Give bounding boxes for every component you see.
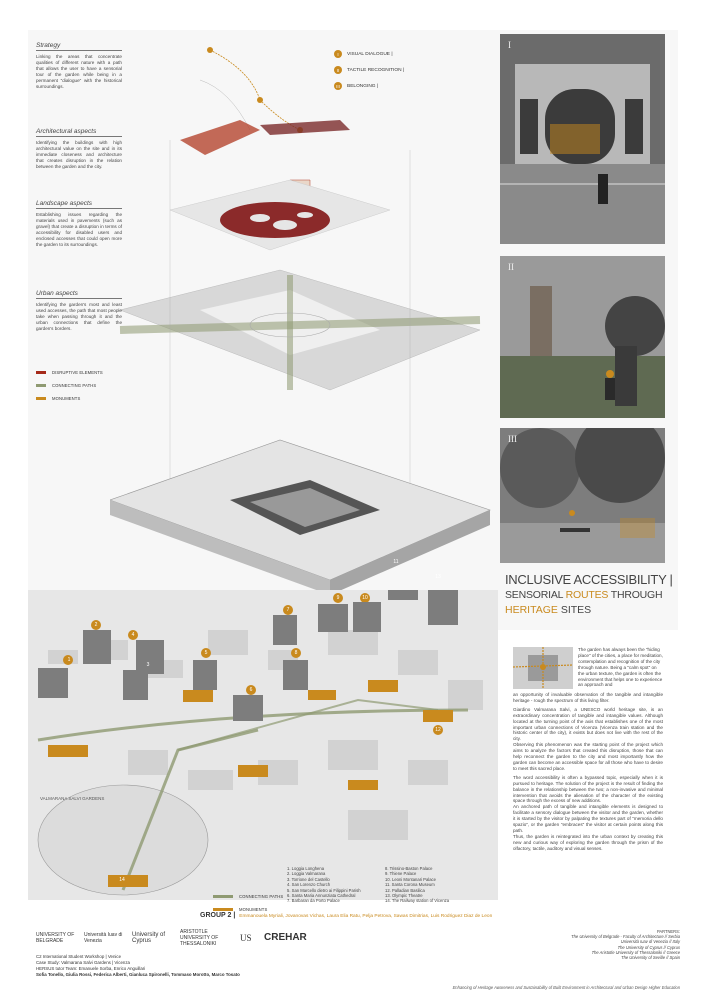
- step-label: TACTILE RECOGNITION |: [347, 67, 405, 73]
- photo-number: III: [508, 434, 517, 444]
- layer-legend: [36, 366, 126, 405]
- credits: [36, 954, 336, 978]
- strategy-section: [36, 42, 122, 90]
- monument-item: 6. Santa Maria Annunziata Cathedral: [287, 893, 356, 899]
- step-label: VISUAL DIALOGUE |: [347, 51, 393, 57]
- section-title: Architectural aspects: [36, 128, 122, 137]
- paragraph: An anchored path of tangible and intangible elements is designed to facilitate a sensory dialogue between the visitor and the garden, whether it is started by the visitor by palpating the textures part of "memoria dello spazio", or the garden "embraces" the visitor at certain points along this path.: [513, 804, 663, 833]
- legend-item: [213, 890, 293, 903]
- section-text: Identifying the buildings with high architectural value on the site and in its immediate closeness and architecture that creates disruption in the relation between the garden and the city.: [36, 140, 122, 169]
- map-number: 5: [204, 650, 208, 656]
- map-number: 4: [131, 632, 135, 638]
- legend-label: CONNECTING PATHS: [52, 383, 97, 388]
- step-label: BELONGING |: [347, 83, 379, 89]
- credit-line: C2 International Student Workshop | Venice: [36, 954, 122, 959]
- step-number: II: [334, 66, 342, 74]
- legend-swatch-green: [213, 895, 233, 898]
- monument-item: 13. Olympic Theatre: [385, 893, 423, 899]
- monument-item: 3. Torrione del Castello: [287, 876, 330, 882]
- logo-thessaloniki: ARISTOTLE UNIVERSITY OF THESSALONIKI: [180, 929, 219, 947]
- intro-diagram: [513, 647, 573, 689]
- title-line-3: [505, 604, 680, 616]
- intro-text: The garden has always been the "hiding place" of the cities, a place for meditation, contemplation and recognition of the city through nature. Being a "calm spot" on the urban texture, the garden is often the environment that helps one to experience an approach and: [578, 647, 663, 688]
- photo-number: I: [508, 40, 511, 50]
- legend-item: [36, 379, 126, 392]
- monument-item: 12. Palladian Basilica: [385, 887, 425, 893]
- map-number: 8: [294, 650, 298, 656]
- monument-item: 2. Loggia Valmarana: [287, 871, 326, 877]
- legend-item: [36, 392, 126, 405]
- monument-item: 9. Thiene Palace: [385, 871, 417, 877]
- paragraph: an opportunity of invaluable observation of the tangible and intangible heritage - rough the spectrum of this living filter.: [513, 692, 663, 703]
- logo-strip: [36, 925, 436, 951]
- logo-seville: US: [240, 933, 252, 943]
- section-title: Landscape aspects: [36, 200, 122, 209]
- section-text: Linking the areas that concentrate qualities of different nature with a path that allows the user to have a sensorial tour of the garden while being in a permanent "dialogue" with the historical surroundings.: [36, 54, 122, 89]
- footer-tagline: Enhancing of Heritage Awareness and Sustainability of Built Environment in Architectural and Urban Design Higher Education: [452, 985, 680, 990]
- map-number: 2: [94, 622, 98, 628]
- map-number: 1: [67, 657, 71, 663]
- map-number: 3: [146, 662, 150, 668]
- step-number: III: [334, 82, 342, 90]
- architectural-section: [36, 128, 122, 170]
- partner-line: The Aristotle University of Thessaloniki // Greece: [591, 949, 680, 955]
- title-accent: ROUTES: [565, 589, 609, 601]
- step-number: I: [334, 50, 342, 58]
- section-text: Identifying the garden's most and least used accesses, the path that most people take when passing through it and the urban connections that define the garden's borders.: [36, 302, 122, 331]
- credit-line: Sofia Tonello, Giulia Rossi, Federica Alberti, Gianluca Spironelli, Tommaso Morotto, Marco Tosato: [36, 972, 240, 977]
- paragraph: The word accessibility is often a bypassed topic, especially when it is pursued to heritage. The solution of the project is the result of finding the balance in the relationship between the two; a non-invasive and minimal intervention that avoids the alienation of the character of the existing space through the excess of new additions.: [513, 774, 663, 804]
- paragraph: Giardino Valmarana Salvi, a UNESCO world heritage site, is an extraordinary concentration of tangible and intangible values. Although located at the turning point of the axis that establishes one of the most important urban connections of Vicenza (Vicenza train station and the historic center of the city), it exists but does not live with the rest of the city.: [513, 706, 663, 742]
- urban-section: [36, 290, 122, 332]
- title-part: SENSORIAL: [505, 589, 566, 601]
- monument-item: 11. Santa Corona Museum: [385, 882, 435, 888]
- paragraph: Thus, the garden is reintegrated into the urban context by creating this new and curious way of exploring the garden through the prism of the olfactory, tactile, auditory and visual senses.: [513, 833, 663, 851]
- steps-legend: [334, 46, 404, 94]
- map-number: 10: [362, 595, 368, 601]
- paragraph: Observing this phenomenon was the starting point of the project which aims to analyze the factors that created this disruption, those that can help reconnect the garden to the city and most importantly how the garden can become an accessible space for all those who have to desire to meet this sacred place.: [513, 742, 663, 771]
- logo-crehar: CREHAR: [264, 932, 307, 943]
- step-item: [334, 62, 404, 78]
- city-map: [28, 590, 498, 900]
- photo-visual-dialogue: [500, 34, 665, 244]
- title-part: THROUGH: [608, 589, 663, 601]
- map-number: 11: [393, 559, 399, 565]
- group-label: GROUP 2 |: [200, 912, 236, 919]
- monument-item: 8. Trissino-Baston Palace: [385, 866, 433, 871]
- description-text: [513, 692, 663, 852]
- legend-swatch-green: [36, 384, 46, 387]
- section-title: Urban aspects: [36, 290, 122, 299]
- group-line: [200, 912, 675, 919]
- map-number: 7: [286, 607, 290, 613]
- map-number: 13: [435, 574, 441, 580]
- monument-item: 1. Loggia Longhena: [287, 866, 325, 871]
- credit-line: Case Study: Valmarana Salvi Gardens | Vicenza: [36, 960, 130, 965]
- legend-label: DISRUPTIVE ELEMENTS: [52, 370, 103, 375]
- logo-cyprus: University of Cyprus: [132, 932, 166, 944]
- poster-title: [505, 572, 680, 616]
- legend-label: CONNECTING PATHS: [239, 894, 284, 899]
- title-accent: HERITAGE: [505, 604, 558, 616]
- monuments-list: [287, 866, 477, 904]
- legend-swatch-orange: [213, 908, 233, 911]
- section-title: Strategy: [36, 42, 122, 51]
- group-members: Emmanouela Myriali, Jovanovas Vichas, Laura Elia Ratu, Pelja Petrova, Sawas Dimitrias, Luis Rodriguez Diaz de Leon: [239, 914, 493, 919]
- map-number: 9: [336, 595, 340, 601]
- photo-belonging: [500, 428, 665, 563]
- monument-item: 14. The Railway station of Vicenza: [385, 898, 450, 904]
- section-text: Establishing issues regarding the materials used in pavements (such as gravel) that create a disruption in terms of accessibility for disabled users and enclosed accesses that could open more the garden to its surroundings.: [36, 212, 122, 247]
- photo-number: II: [508, 262, 514, 272]
- logo-iuav: Università Iuav di Venezia: [84, 932, 123, 944]
- monument-item: 5. San Marcello dietro ai Filippini Parish: [287, 887, 361, 893]
- step-item: [334, 78, 404, 94]
- map-number: 12: [435, 727, 441, 733]
- monument-item: 4. San Lorenzo Church: [287, 882, 331, 888]
- partner-line: The University of Belgrade - Faculty of Architecture // Serbia: [571, 934, 680, 940]
- legend-item: [36, 366, 126, 379]
- partner-line: The University of Seville // Spain: [621, 955, 680, 961]
- map-number: 6: [249, 687, 253, 693]
- partner-line: The University of Cyprus // Cyprus: [617, 944, 680, 950]
- map-number: 14: [119, 877, 125, 883]
- legend-swatch-red: [36, 371, 46, 374]
- legend-label: MONUMENTS: [52, 396, 81, 401]
- monument-item: 7. Barbaran da Porto Palace: [287, 898, 340, 904]
- garden-label: VALMARANA SALVI GARDENS: [40, 796, 105, 801]
- title-line-2: [505, 589, 680, 601]
- photo-tactile-recognition: [500, 256, 665, 418]
- logo-belgrade: UNIVERSITY OF BELGRADE: [36, 932, 75, 944]
- landscape-section: [36, 200, 122, 248]
- axonometric-diagram: [110, 30, 500, 610]
- partners: [520, 929, 680, 960]
- monument-item: 10. Leoni Montanari Palace: [385, 876, 436, 882]
- credit-line: HERSUS tutor Team: Emanuele Sorba, Enrico Anguillari: [36, 966, 146, 971]
- title-part: SITES: [557, 604, 592, 616]
- photo-loggia-image: [500, 34, 665, 244]
- step-item: [334, 46, 404, 62]
- title-line-1: INCLUSIVE ACCESSIBILITY |: [505, 572, 673, 587]
- partner-line: Università Iuav di Venezia // Italy: [620, 939, 680, 945]
- legend-label: MONUMENTS: [239, 907, 268, 912]
- photo-garden-image: [500, 256, 665, 418]
- legend-swatch-orange: [36, 397, 46, 400]
- photo-park-image: [500, 428, 665, 563]
- partner-line: PARTNERS:: [656, 929, 680, 934]
